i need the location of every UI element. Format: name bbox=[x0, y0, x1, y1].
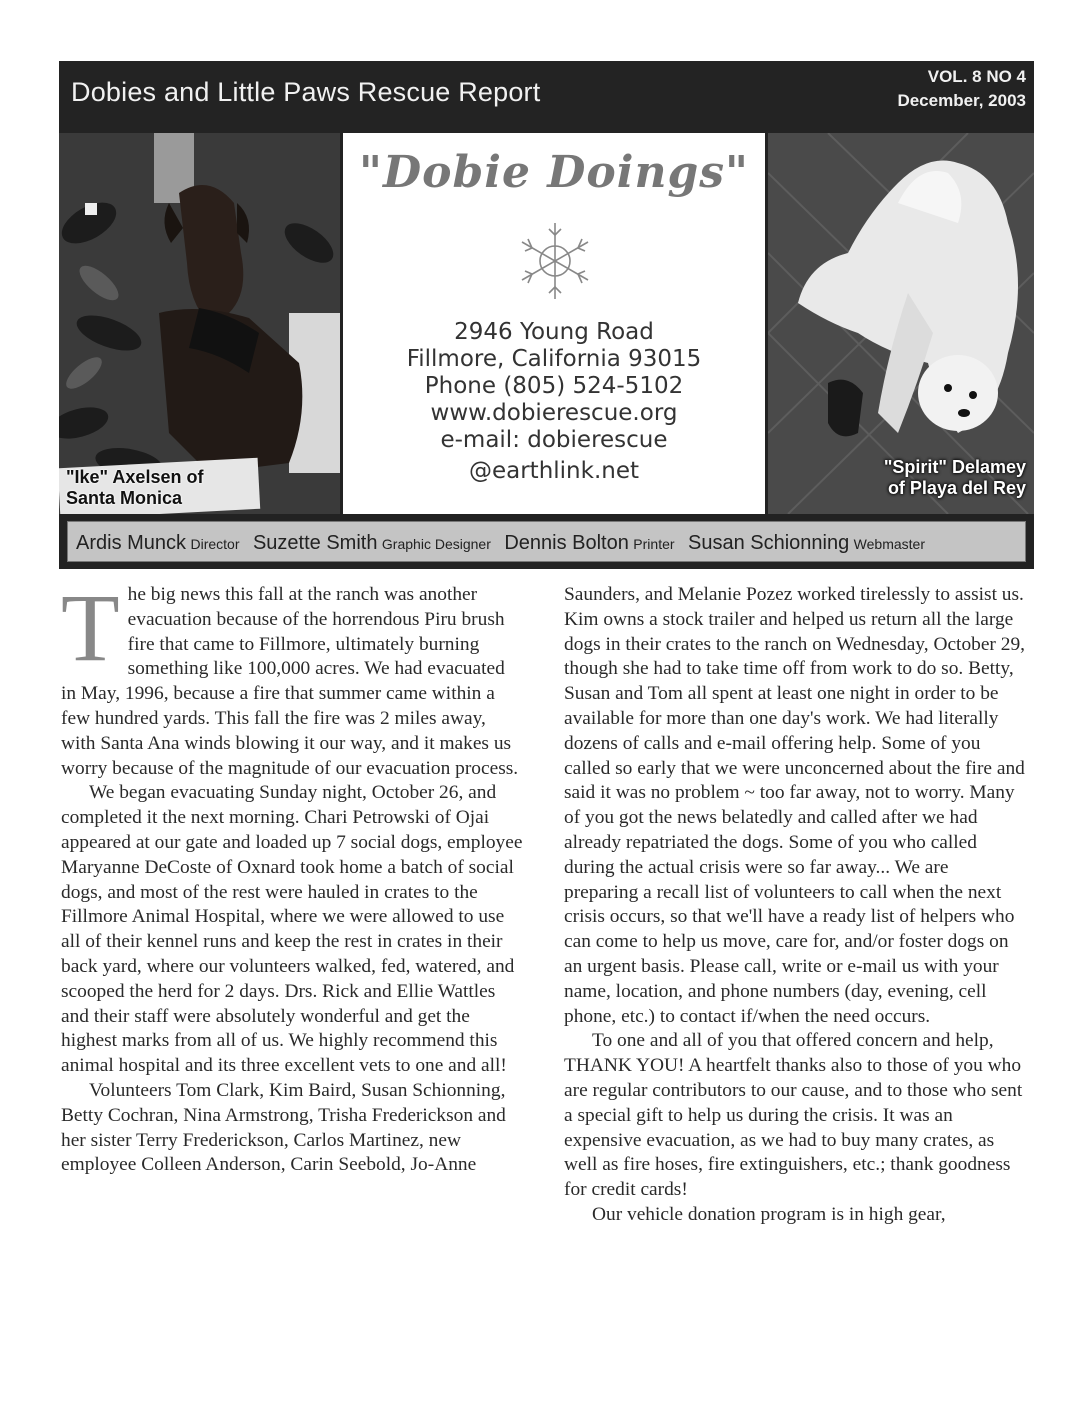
email-line2[interactable]: @earthlink.net bbox=[468, 458, 640, 484]
contact-block bbox=[343, 319, 765, 485]
article-paragraph: To one and all of you that offered concern and help, THANK YOU! A heartfelt thanks also to those of you who are regular contributors to our cause, and to those who sent a special gift to help us during the crisis. It was an expensive evacuation, as we had to buy many crates, as well as fire hoses, fire extinguishers, etc.; thank goodness for credit cards! bbox=[564, 1030, 1023, 1201]
staff-credits-bar bbox=[59, 514, 1034, 569]
article-paragraph: Saunders, and Melanie Pozez worked tirelessly to assist us. Kim owns a stock trailer and helped us return all the large dogs in their crates to the ranch on Wednesday, October 29, though she had to take time off from work to do so. Betty, Susan and Tom all spent at least one night in order to be available for more than one day's work. We had literally dozens of calls and e-mail offering help. Some of you called so early that we were unconcerned about the fire and said it was no problem ~ too far away, not to worry. Many of you got the news belatedly and called after we had already repatriated the dogs. Some of you who called during the actual crisis were so far away... We are preparing a recall list of volunteers to call when the next crisis occurs, so that we'll have a ready list of helpers who can come to help us move, care for, and/or foster dogs on an urgent basis. Please call, write or e-mail us with your name, location, and phone numbers (day, evening, cell phone, etc.) to contact if/when the need occurs. bbox=[564, 584, 1025, 1027]
article-column-right bbox=[564, 583, 1026, 1228]
staff-role: Director bbox=[190, 536, 240, 552]
staff-name: Ardis Munck bbox=[76, 532, 187, 554]
caption-ike bbox=[66, 467, 203, 509]
staff-role: Webmaster bbox=[853, 536, 925, 552]
article-paragraph: Our vehicle donation program is in high gear, bbox=[592, 1203, 946, 1225]
staff-name: Dennis Bolton bbox=[504, 532, 629, 554]
caption-ike-line2: Santa Monica bbox=[66, 488, 183, 508]
city-state-zip: Fillmore, California 93015 bbox=[406, 346, 702, 372]
paragraph-text: he big news this fall at the ranch was another evacuation because of the horrendous Piru brush fire that came to Fillmore, ultimately burning something like 100,000 acres. We had evacuated in May, 1996, because a fire that summer came within a few hundred yards. This fall the fire was 2 miles away, with Santa Ana winds blowing it our way, and it makes us worry because of the magnitude of our evacuation process. bbox=[61, 584, 519, 779]
caption-spirit-line1: "Spirit" Delamey bbox=[883, 457, 1026, 477]
caption-spirit bbox=[884, 457, 1026, 499]
staff-name: Suzette Smith bbox=[252, 532, 378, 554]
photo-ike bbox=[59, 133, 340, 514]
article-paragraph: Volunteers Tom Clark, Kim Baird, Susan Schionning, Betty Cochran, Nina Armstrong, Trisha Frederickson and her sister Terry Frederickson, Carlos Martinez, new employee Colleen Anderson, Carin Seebold, Jo-Anne bbox=[61, 1079, 506, 1176]
newsletter-title: Dobies and Little Paws Rescue Report bbox=[71, 77, 541, 107]
doberman-photo bbox=[59, 133, 340, 514]
snowflake-icon bbox=[515, 221, 595, 301]
website-link[interactable]: www.dobierescue.org bbox=[430, 400, 678, 426]
staff-role: Graphic Designer bbox=[381, 536, 491, 552]
newsletter-header bbox=[59, 61, 1034, 133]
issue-info bbox=[897, 65, 1026, 113]
caption-spirit-line2: of Playa del Rey bbox=[887, 478, 1026, 498]
article-paragraph bbox=[61, 574, 523, 781]
article-column-left bbox=[61, 574, 523, 1178]
masthead-title: "Dobie Doings" bbox=[359, 147, 749, 198]
article-paragraph: We began evacuating Sunday night, October 26, and completed it the next morning. Chari Petrowski of Ojai appeared at our gate and loaded up 7 social dogs, employee Maryanne DeCoste of Oxnard took home a batch of social dogs, and most of the rest were hauled in crates to the Fillmore Animal Hospital, where we were allowed to use all of their kennel runs and keep the rest in crates in their back yard, where our volunteers walked, fed, watered, and scooped the herd for 2 days. Drs. Rick and Ellie Wattles and their staff were absolutely wonderful and get the highest marks from all of us. We highly recommend this animal hospital and its three excellent vets to one and all! bbox=[61, 782, 523, 1077]
phone-number: Phone (805) 524-5102 bbox=[424, 373, 684, 399]
staff-role: Printer bbox=[633, 536, 675, 552]
caption-ike-line1: "Ike" Axelsen of bbox=[66, 467, 204, 487]
photo-spirit bbox=[768, 133, 1034, 514]
volume-number: VOL. 8 NO 4 bbox=[927, 67, 1026, 86]
staff-credits bbox=[67, 521, 1026, 562]
masthead bbox=[340, 133, 768, 514]
staff-name: Susan Schionning bbox=[687, 532, 850, 554]
drop-cap: T bbox=[61, 574, 120, 681]
street-address: 2946 Young Road bbox=[454, 319, 654, 345]
issue-date: December, 2003 bbox=[897, 91, 1026, 110]
email-line1[interactable]: e-mail: dobierescue bbox=[440, 427, 668, 453]
